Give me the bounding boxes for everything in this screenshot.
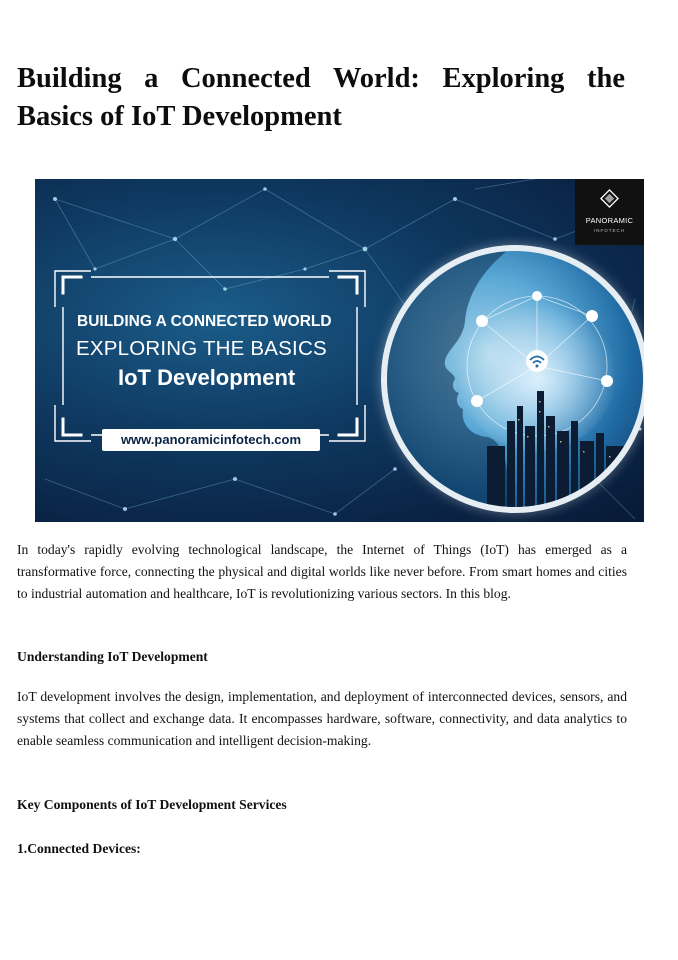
logo-subtitle: INFOTECH xyxy=(594,228,625,233)
banner-line-2: EXPLORING THE BASICS xyxy=(76,337,327,360)
banner-line-3: IoT Development xyxy=(118,365,296,390)
wifi-icon xyxy=(526,350,548,372)
banner-url: www.panoramicinfotech.com xyxy=(102,429,320,451)
diamond-logo-icon xyxy=(600,189,619,208)
section-paragraph-understanding: IoT development involves the design, implementation, and deployment of interconnected devices, sensors, and systems that collect and exchange data. It encompasses hardware, software, connectivity, and data analytics to enable seamless communication and intelligent decision-making. xyxy=(17,689,627,748)
section-heading-understanding: Understanding IoT Development xyxy=(17,649,208,664)
subsection-heading-connected-devices: 1.Connected Devices: xyxy=(17,841,141,856)
banner-line-1: BUILDING A CONNECTED WORLD xyxy=(77,313,332,330)
hero-banner-image xyxy=(35,179,644,522)
section-heading-key-components: Key Components of IoT Development Services xyxy=(17,797,287,812)
iot-head-illustration xyxy=(381,245,644,513)
panoramic-logo xyxy=(575,179,644,245)
intro-paragraph: In today's rapidly evolving technological landscape, the Internet of Things (IoT) has emerged as a transformative force, connecting the physical and digital worlds like never before. From smart homes and cities to industrial automation and healthcare, IoT is revolutionizing various sectors. In this blog. xyxy=(17,542,627,601)
article-title: Building a Connected World: Exploring the Basics of IoT Development xyxy=(17,63,625,132)
logo-name: PANORAMIC xyxy=(585,216,634,225)
